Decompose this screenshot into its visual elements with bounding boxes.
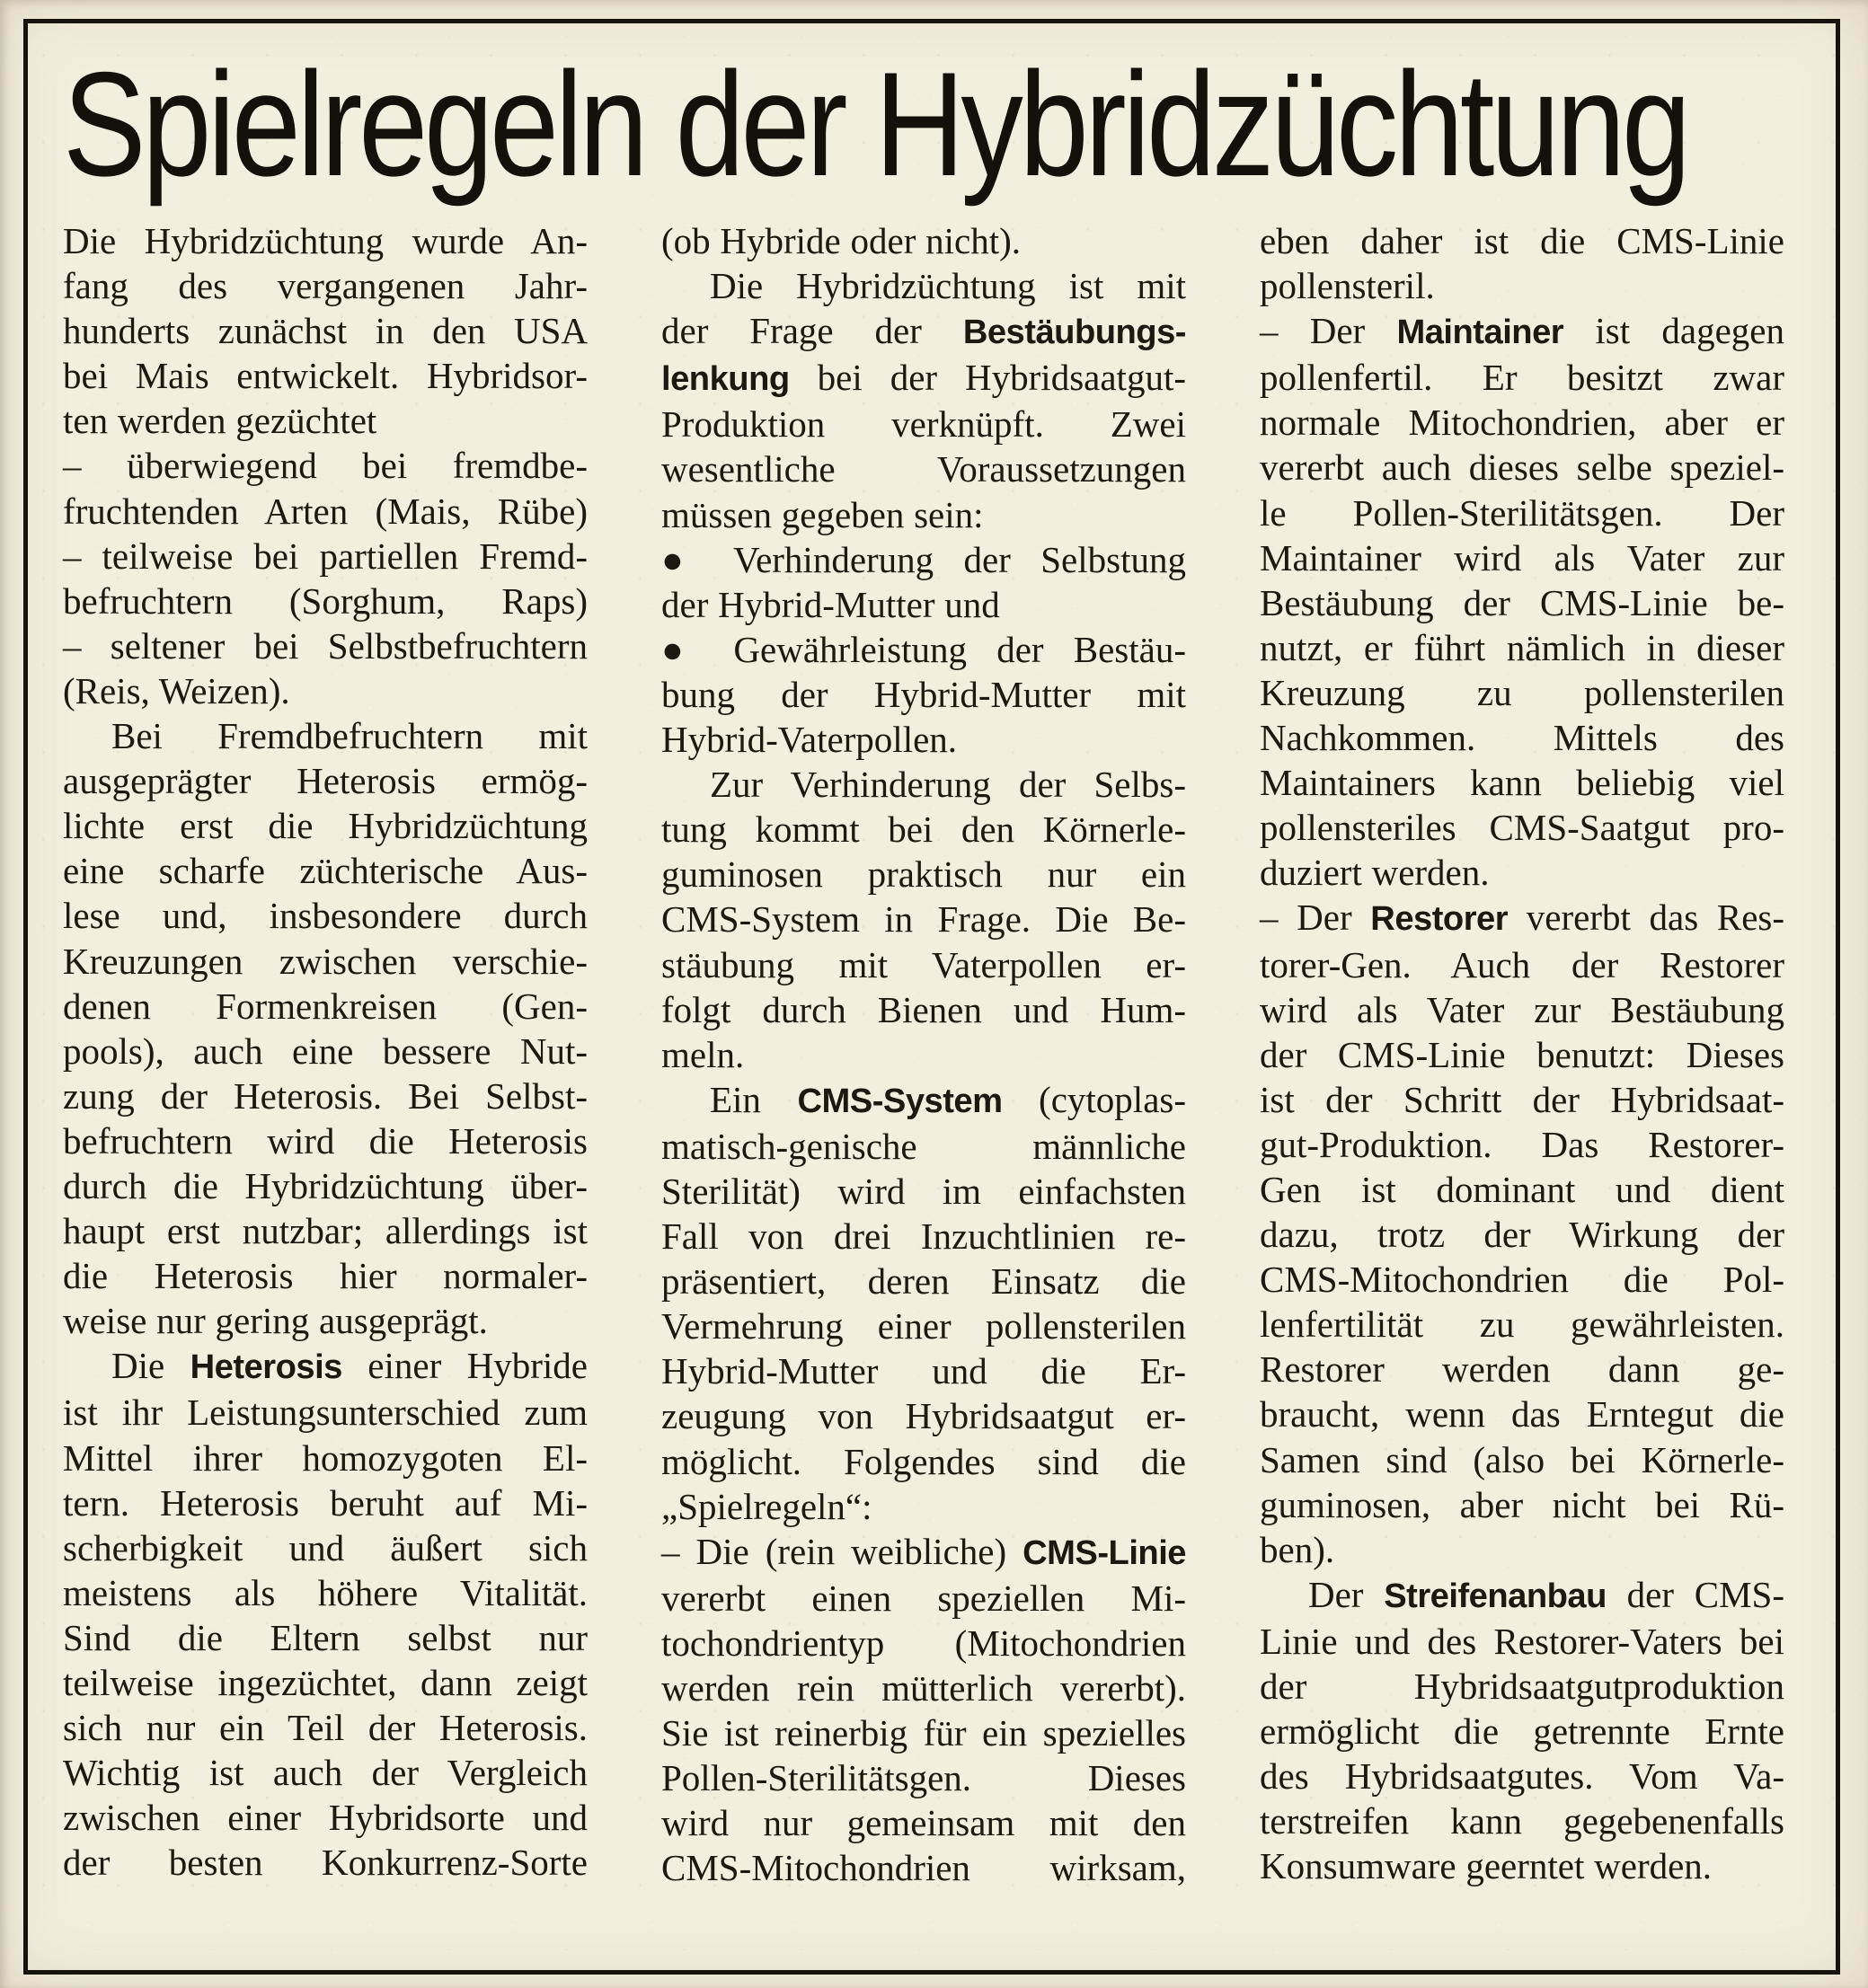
text-line xyxy=(63,1208,588,1253)
text-line xyxy=(1260,1527,1784,1572)
text-run: gut-Produktion. Das Restorer- xyxy=(1260,1123,1784,1165)
text-line xyxy=(63,1795,588,1840)
text-run: – Der xyxy=(1260,310,1397,352)
text-run: ausgeprägter Heterosis ermög- xyxy=(63,760,588,802)
text-line xyxy=(661,263,1186,308)
text-line xyxy=(1260,580,1784,625)
text-line xyxy=(63,308,588,353)
text-line xyxy=(661,1124,1186,1169)
text-run: ist ihr Leistungsunterschied zum xyxy=(63,1392,588,1434)
text-run: – seltener bei Selbstbefruchtern xyxy=(63,624,588,667)
text-line xyxy=(63,1343,588,1390)
text-run: meln. xyxy=(661,1033,745,1075)
text-run: Sind die Eltern selbst nur xyxy=(63,1616,588,1658)
bold-keyword: lenkung xyxy=(661,359,790,399)
text-line xyxy=(63,668,588,713)
text-run: einer Hybride xyxy=(341,1345,588,1387)
text-run: vererbt auch dieses selbe speziel- xyxy=(1260,446,1784,489)
text-line xyxy=(661,308,1186,355)
text-run: durch die Hybridzüchtung über- xyxy=(63,1164,588,1206)
text-run: dazu, trotz der Wirkung der xyxy=(1260,1214,1784,1256)
text-run: befruchtern (Sorghum, Raps) xyxy=(63,579,588,622)
text-line xyxy=(1260,1257,1784,1302)
text-run: denen Formenkreisen (Gen- xyxy=(63,985,588,1027)
text-line xyxy=(661,1710,1186,1755)
text-line xyxy=(63,579,588,623)
text-run: wird als Vater zur Bestäubung xyxy=(1260,988,1784,1030)
text-line xyxy=(1260,670,1784,715)
bold-keyword: Bestäubungs- xyxy=(962,313,1186,352)
text-line xyxy=(661,1576,1186,1621)
text-run: hunderts zunächst in den USA xyxy=(63,310,588,352)
text-run: bei Mais entwickelt. Hybridsor- xyxy=(63,355,588,397)
text-run: Bestäubung der CMS-Linie be- xyxy=(1260,581,1784,623)
text-line xyxy=(661,1032,1186,1077)
text-run: ten werden gezüchtet xyxy=(63,400,377,442)
bold-keyword: Maintainer xyxy=(1396,313,1564,352)
bold-keyword: CMS-System xyxy=(797,1081,1003,1120)
text-line xyxy=(1260,987,1784,1032)
text-line xyxy=(1260,1347,1784,1392)
text-line xyxy=(1260,1302,1784,1347)
text-run: der besten Konkurrenz-Sorte xyxy=(63,1842,588,1884)
text-line xyxy=(63,1525,588,1570)
text-run: fang des vergangenen Jahr- xyxy=(63,265,588,307)
text-run: Die Hybridzüchtung ist mit xyxy=(710,265,1186,307)
text-line xyxy=(63,893,588,938)
text-line xyxy=(661,1348,1186,1393)
text-run: Maintainers kann beliebig viel xyxy=(1260,762,1784,804)
text-run: ben). xyxy=(1260,1528,1335,1570)
text-run: Bei Fremdbefruchtern mit xyxy=(111,715,588,757)
text-line xyxy=(63,1390,588,1435)
text-run: ist dagegen xyxy=(1563,310,1784,352)
text-run: guminosen, aber nicht bei Rü- xyxy=(1260,1483,1784,1525)
text-run: bei der Hybridsaatgut- xyxy=(789,357,1186,399)
text-line xyxy=(661,1845,1186,1890)
text-run: ermöglicht die getrennte Ernte xyxy=(1260,1710,1784,1753)
text-line xyxy=(63,489,588,534)
text-run: folgt durch Bienen und Hum- xyxy=(661,988,1186,1030)
text-run: normale Mitochondrien, aber er xyxy=(1260,402,1784,444)
text-line xyxy=(63,1298,588,1343)
text-line xyxy=(661,672,1186,717)
text-run: zwischen einer Hybridsorte und xyxy=(63,1797,588,1839)
text-line xyxy=(63,1570,588,1615)
text-line xyxy=(63,623,588,668)
text-line xyxy=(1260,1798,1784,1843)
text-run: der CMS- xyxy=(1606,1573,1784,1615)
text-line xyxy=(63,1074,588,1118)
text-line xyxy=(661,852,1186,897)
text-run: Konsumware geerntet werden. xyxy=(1260,1845,1713,1887)
text-line xyxy=(1260,1077,1784,1122)
text-line xyxy=(661,1077,1186,1124)
text-run: eben daher ist die CMS-Linie xyxy=(1260,220,1784,261)
text-run: Kreuzung zu pollensterilen xyxy=(1260,671,1784,713)
column-1 xyxy=(63,218,588,1885)
text-line xyxy=(1260,535,1784,580)
text-line xyxy=(1260,218,1784,263)
text-run: eine scharfe züchterische Aus- xyxy=(63,850,588,892)
text-run: Kreuzungen zwischen verschie- xyxy=(63,940,588,982)
text-line xyxy=(661,1214,1186,1259)
text-line xyxy=(661,1393,1186,1438)
text-run: – überwiegend bei fremdbe- xyxy=(63,445,588,487)
text-line xyxy=(1260,1754,1784,1798)
text-line xyxy=(63,758,588,803)
text-run: werden rein mütterlich vererbt). xyxy=(661,1667,1186,1709)
text-run: tochondrientyp (Mitochondrien xyxy=(661,1621,1186,1664)
text-run: Wichtig ist auch der Vergleich xyxy=(63,1752,588,1794)
text-run: Mittel ihrer homozygoten El- xyxy=(63,1436,588,1479)
text-line xyxy=(63,353,588,398)
text-run: le Pollen-Sterilitätsgen. Der xyxy=(1260,491,1784,534)
text-run: CMS-Mitochondrien wirksam, xyxy=(661,1847,1186,1889)
text-run: pollensteril. xyxy=(1260,265,1435,307)
text-line xyxy=(1260,1032,1784,1077)
text-line xyxy=(63,1660,588,1705)
text-run: zung der Heterosis. Bei Selbst- xyxy=(63,1074,588,1117)
text-line xyxy=(63,218,588,263)
text-run: Hybrid-Vaterpollen. xyxy=(661,719,958,761)
text-line xyxy=(1260,760,1784,805)
text-line xyxy=(1260,1709,1784,1754)
text-run: präsentiert, deren Einsatz die xyxy=(661,1260,1186,1303)
text-run: torer-Gen. Auch der Restorer xyxy=(1260,943,1784,985)
text-line xyxy=(661,1529,1186,1576)
text-line xyxy=(63,1118,588,1163)
text-line xyxy=(661,1303,1186,1348)
text-line xyxy=(1260,1619,1784,1664)
text-line xyxy=(661,807,1186,852)
text-run: Restorer werden dann ge- xyxy=(1260,1348,1784,1391)
text-line xyxy=(661,537,1186,582)
text-run: Die xyxy=(111,1345,190,1387)
text-run: der Hybrid-Mutter und xyxy=(661,583,1000,625)
text-run: Zur Verhinderung der Selbs- xyxy=(710,764,1186,806)
text-line xyxy=(1260,355,1784,400)
text-line xyxy=(1260,850,1784,895)
text-run: – teilweise bei partiellen Fremd- xyxy=(63,535,588,577)
text-line xyxy=(63,1163,588,1208)
text-line xyxy=(661,1800,1186,1845)
text-line xyxy=(661,987,1186,1032)
text-line xyxy=(63,1480,588,1525)
text-run: müssen gegeben sein: xyxy=(661,493,984,535)
text-run: Produktion verknüpft. Zwei xyxy=(661,403,1186,446)
text-run: haupt erst nutzbar; allerdings ist xyxy=(63,1210,588,1252)
text-line xyxy=(1260,895,1784,941)
text-line xyxy=(1260,805,1784,850)
bold-keyword: Heterosis xyxy=(190,1347,342,1387)
bold-keyword: Streifenanbau xyxy=(1384,1576,1607,1615)
text-run: Maintainer wird als Vater zur xyxy=(1260,536,1784,579)
text-run: die Heterosis hier normaler- xyxy=(63,1255,588,1297)
text-line xyxy=(63,263,588,308)
text-line xyxy=(1260,1212,1784,1257)
text-line xyxy=(661,897,1186,941)
text-run: wird nur gemeinsam mit den xyxy=(661,1802,1186,1844)
text-run: pools), auch eine bessere Nut- xyxy=(63,1029,588,1072)
text-line xyxy=(1260,625,1784,670)
text-line xyxy=(661,1439,1186,1484)
text-line xyxy=(1260,445,1784,490)
text-line xyxy=(1260,400,1784,445)
text-line xyxy=(63,848,588,893)
text-run: CMS-Mitochondrien die Pol- xyxy=(1260,1259,1784,1301)
text-run: Linie und des Restorer-Vaters bei xyxy=(1260,1620,1784,1662)
text-run: wesentliche Voraussetzungen xyxy=(661,448,1186,490)
text-line xyxy=(63,1253,588,1298)
text-run: lese und, insbesondere durch xyxy=(63,895,588,937)
text-run: Fall von drei Inzuchtlinien re- xyxy=(661,1215,1186,1258)
text-line xyxy=(661,1484,1186,1529)
text-line xyxy=(1260,1572,1784,1619)
text-run: Ein xyxy=(710,1078,798,1120)
text-run: stäubung mit Vaterpollen er- xyxy=(661,943,1186,985)
text-run: (cytoplas- xyxy=(1002,1078,1186,1120)
text-run: Vermehrung einer pollensterilen xyxy=(661,1305,1186,1347)
text-line xyxy=(1260,263,1784,308)
bold-keyword: Restorer xyxy=(1370,899,1509,939)
text-line xyxy=(661,1259,1186,1303)
text-run: bung der Hybrid-Mutter mit xyxy=(661,673,1186,715)
text-run: möglicht. Folgendes sind die xyxy=(661,1440,1186,1482)
text-run: pollenfertil. Er besitzt zwar xyxy=(1260,357,1784,399)
text-line xyxy=(1260,1122,1784,1167)
text-run: scherbigkeit und äußert sich xyxy=(63,1526,588,1568)
text-run: fruchtenden Arten (Mais, Rübe) xyxy=(63,490,588,532)
text-line xyxy=(63,1705,588,1750)
text-line xyxy=(661,1666,1186,1710)
text-line xyxy=(63,1029,588,1074)
text-line xyxy=(661,402,1186,446)
text-run: Pollen-Sterilitätsgen. Dieses xyxy=(661,1757,1186,1799)
text-run: vererbt einen speziellen Mi- xyxy=(661,1577,1186,1619)
text-run: tung kommt bei den Körnerle- xyxy=(661,808,1186,851)
column-3 xyxy=(1260,218,1784,1888)
text-run: Hybrid-Mutter und die Er- xyxy=(661,1350,1186,1392)
text-run: guminosen praktisch nur ein xyxy=(661,853,1186,896)
text-run: Der xyxy=(1308,1573,1385,1615)
text-run: nutzt, er führt nämlich in dieser xyxy=(1260,626,1784,668)
text-run: befruchtern wird die Heterosis xyxy=(63,1119,588,1162)
text-line xyxy=(63,1436,588,1480)
text-line xyxy=(661,1621,1186,1666)
headline: Spielregeln der Hybridzüchtung xyxy=(63,41,1687,207)
text-line xyxy=(661,1169,1186,1214)
text-line xyxy=(1260,942,1784,987)
text-line xyxy=(1260,1392,1784,1436)
text-line xyxy=(1260,308,1784,355)
text-line xyxy=(661,717,1186,762)
text-line xyxy=(661,762,1186,807)
text-line xyxy=(63,398,588,443)
text-line xyxy=(661,218,1186,263)
text-line xyxy=(1260,715,1784,760)
text-run: Sie ist reinerbig für ein spezielles xyxy=(661,1712,1186,1754)
text-line xyxy=(63,1615,588,1660)
text-run: der CMS-Linie benutzt: Dieses xyxy=(1260,1033,1784,1075)
text-run: terstreifen kann gegebenenfalls xyxy=(1260,1800,1784,1842)
text-line xyxy=(1260,490,1784,535)
text-line xyxy=(1260,1437,1784,1482)
text-run: Sterilität) wird im einfachsten xyxy=(661,1170,1186,1212)
text-line xyxy=(661,627,1186,672)
text-line xyxy=(1260,1664,1784,1709)
text-run: Nachkommen. Mittels des xyxy=(1260,717,1784,759)
text-run: pollensteriles CMS-Saatgut pro- xyxy=(1260,807,1784,849)
text-run: „Spielregeln“: xyxy=(661,1485,872,1527)
text-run: tern. Heterosis beruht auf Mi- xyxy=(63,1481,588,1524)
text-line xyxy=(661,582,1186,627)
text-run: CMS-System in Frage. Die Be- xyxy=(661,898,1186,941)
text-run: Gen ist dominant und dient xyxy=(1260,1168,1784,1210)
text-line xyxy=(661,355,1186,402)
text-run: (Reis, Weizen). xyxy=(63,669,290,711)
text-line xyxy=(63,984,588,1029)
text-run: braucht, wenn das Erntegut die xyxy=(1260,1393,1784,1436)
text-run: ist der Schritt der Hybridsaat- xyxy=(1260,1078,1784,1120)
text-run: teilweise ingezüchtet, dann zeigt xyxy=(63,1662,588,1703)
text-line xyxy=(661,446,1186,491)
text-line xyxy=(63,534,588,579)
text-run: ● Verhinderung der Selbstung xyxy=(661,538,1186,580)
text-run: des Hybridsaatgutes. Vom Va- xyxy=(1260,1755,1784,1798)
text-run: lichte erst die Hybridzüchtung xyxy=(63,805,588,847)
text-run: matisch-genische männliche xyxy=(661,1125,1186,1167)
text-line xyxy=(661,942,1186,987)
text-run: lenfertilität zu gewährleisten. xyxy=(1260,1303,1784,1346)
text-run: duziert werden. xyxy=(1260,852,1490,894)
text-run: Die Hybridzüchtung wurde An- xyxy=(63,220,588,261)
bold-keyword: CMS-Linie xyxy=(1023,1533,1186,1572)
text-run: weise nur gering ausgeprägt. xyxy=(63,1300,488,1342)
text-run: sich nur ein Teil der Heterosis. xyxy=(63,1707,588,1749)
text-run: meistens als höhere Vitalität. xyxy=(63,1571,588,1613)
text-line xyxy=(661,1755,1186,1800)
text-line xyxy=(661,492,1186,537)
text-line xyxy=(63,713,588,758)
text-run: der Frage der xyxy=(661,310,963,352)
text-line xyxy=(1260,1482,1784,1527)
text-line xyxy=(63,443,588,488)
text-run: vererbt das Res- xyxy=(1508,897,1784,939)
text-line xyxy=(1260,1843,1784,1888)
text-run: der Hybridsaatgutproduktion xyxy=(1260,1666,1784,1707)
text-line xyxy=(63,1750,588,1795)
text-run: (ob Hybride oder nicht). xyxy=(661,220,1021,261)
text-run: Samen sind (also bei Körnerle- xyxy=(1260,1438,1784,1480)
column-2 xyxy=(661,218,1186,1890)
text-run: – Der xyxy=(1260,897,1371,939)
text-run: zeugung von Hybridsaatgut er- xyxy=(661,1395,1186,1437)
text-line xyxy=(63,1840,588,1885)
text-run: ● Gewährleistung der Bestäu- xyxy=(661,628,1186,670)
text-line xyxy=(1260,1167,1784,1212)
text-line xyxy=(63,803,588,848)
text-run: – Die (rein weibliche) xyxy=(661,1530,1023,1572)
text-line xyxy=(63,939,588,984)
